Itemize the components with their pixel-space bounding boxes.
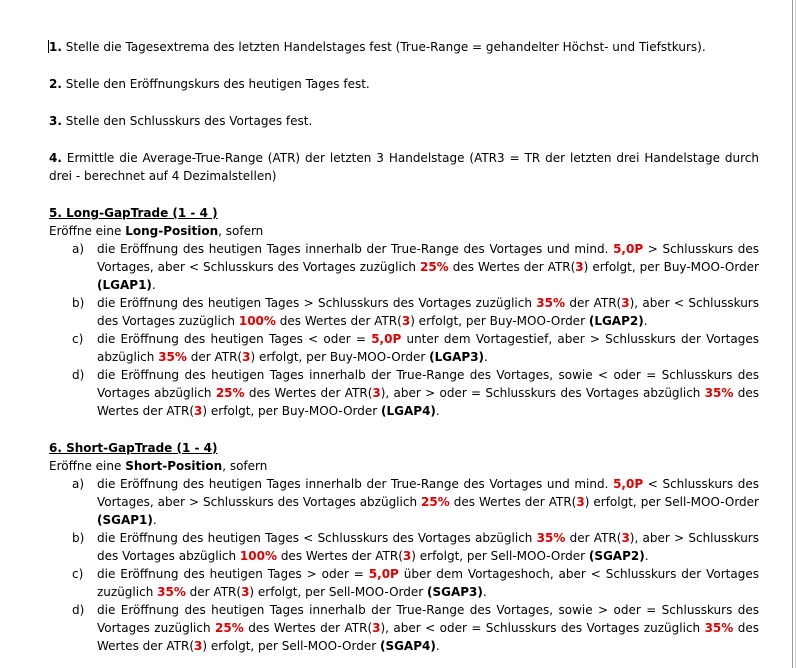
highlight-value: 100% [239,549,277,563]
highlight-value: 3 [621,296,630,310]
highlight-value: 5,0P [371,332,402,346]
condition-text: ) erfolgt, per Buy-MOO-Order [202,404,382,418]
long-gap-conditions [49,240,759,420]
step-number: 3. [49,114,62,128]
highlight-value: 25% [421,495,450,509]
step-number: 4. [49,151,62,165]
step-text: Ermittle die Average-True-Range (ATR) der letzten 3 Handelstage (ATR3 = TR der letzten drei Handelstage durch drei - berechnet auf 4 Dezimalstellen) [49,151,759,183]
order-code: (LGAP4) [381,404,436,418]
condition-text: ) erfolgt, per Buy-MOO-Order [583,260,759,274]
condition-text: die Eröffnung des heutigen Tages > oder = [97,567,369,581]
condition-text: des Wertes der ATR( [97,621,759,653]
highlight-value: 3 [402,549,412,563]
condition-text: ), aber < oder = Schlusskurs des Vortages zuzüglich [380,621,705,635]
highlight-value: 3 [621,531,630,545]
highlight-value: 3 [372,621,381,635]
condition-text: . [152,513,157,527]
condition-text: des Wertes der ATR( [243,621,373,635]
condition-text: die Eröffnung des heutigen Tages innerhalb der True-Range des Vortages, sowie > oder = Schlusskurs des Vortages zuzüglich [97,603,759,635]
condition-text: > Schlusskurs des Vortages, aber < Schlusskurs des Vortages zuzüglich [97,242,759,274]
highlight-value: 5,0P [613,477,644,491]
condition-text: des Wertes der ATR( [275,314,402,328]
condition-text: die Eröffnung des heutigen Tages innerhalb der True-Range des Vortages und mind. [97,242,614,256]
order-code: (SGAP3) [427,585,483,599]
step-3 [49,112,759,130]
highlight-value: 5,0P [613,242,644,256]
list-marker: c) [72,567,84,581]
long-condition-a [49,240,759,294]
order-code: (LGAP2) [588,314,644,328]
long-condition-c [49,330,759,366]
condition-text: des Wertes der ATR( [448,260,576,274]
short-gap-section [49,439,759,655]
condition-text: des Wertes der ATR( [244,386,373,400]
highlight-value: 35% [536,531,566,545]
long-condition-b [49,294,759,330]
list-marker: a) [72,242,85,256]
condition-text: . [435,639,440,653]
order-code: (LGAP3) [429,350,485,364]
condition-text: . [644,549,649,563]
order-code: (SGAP2) [588,549,645,563]
short-gap-intro: Eröffne eine Short-Position, sofern [49,459,268,473]
highlight-value: 35% [704,621,734,635]
step-number: 1. [49,40,62,54]
condition-text: . [151,278,156,292]
highlight-value: 3 [242,350,251,364]
step-1 [49,38,759,56]
condition-text: ) erfolgt, per Buy-MOO-Order [410,314,589,328]
highlight-value: 35% [704,386,734,400]
condition-text: die Eröffnung des heutigen Tages > Schlusskurs des Vortages zuzüglich [97,296,537,310]
condition-text: der ATR( [185,585,242,599]
long-condition-d [49,366,759,420]
short-condition-c [49,565,759,601]
condition-text: über dem Vortageshoch, aber < Schlusskurs der Vortages zuzüglich [97,567,759,599]
condition-text: ) erfolgt, per Buy-MOO-Order [250,350,430,364]
condition-text: . [643,314,648,328]
list-marker: d) [72,368,85,382]
condition-text: ), aber > Schlusskurs des Vortages abzüglich [97,531,759,563]
long-gap-intro: Eröffne eine Long-Position, sofern [49,224,264,238]
condition-text: ) erfolgt, per Sell-MOO-Order [584,495,759,509]
highlight-value: 25% [215,386,245,400]
highlight-value: 35% [536,296,566,310]
step-number: 2. [49,77,62,91]
condition-text: der ATR( [186,350,243,364]
long-gap-heading: 5. Long-GapTrade (1 - 4 ) [49,206,218,220]
condition-text: der ATR( [565,296,622,310]
highlight-value: 5,0P [368,567,399,581]
short-condition-a [49,475,759,529]
highlight-value: 3 [575,260,584,274]
highlight-value: 35% [157,585,186,599]
condition-text: . [435,404,440,418]
step-4 [49,149,759,185]
highlight-value: 3 [194,404,203,418]
condition-text: des Wertes der ATR( [277,549,403,563]
highlight-value: 3 [241,585,250,599]
step-text: Stelle die Tagesextrema des letzten Handelstages fest (True-Range = gehandelter Höchst- und Tiefstkurs). [65,40,706,54]
highlight-value: 25% [215,621,244,635]
condition-text: unter dem Vortagestief, aber > Schlusskurs der Vortages abzüglich [97,332,759,364]
step-text: Stelle den Schlusskurs des Vortages fest. [65,114,313,128]
highlight-value: 25% [419,260,449,274]
highlight-value: 3 [194,639,203,653]
condition-text: die Eröffnung des heutigen Tages < oder = [97,332,372,346]
condition-text: die Eröffnung des heutigen Tages innerhalb der True-Range des Vortages, sowie < oder = Schlusskurs des Vortages abzüglich [97,368,759,400]
order-code: (SGAP1) [97,513,153,527]
list-marker: b) [72,296,85,310]
highlight-value: 3 [372,386,381,400]
highlight-value: 100% [238,314,276,328]
condition-text: ), aber < Schlusskurs des Vortages zuzüglich [97,296,759,328]
highlight-value: 3 [401,314,411,328]
document-body[interactable] [49,38,759,668]
step-text: Stelle den Eröffnungskurs des heutigen Tages fest. [65,77,370,91]
order-code: (LGAP1) [97,278,152,292]
long-gap-section [49,204,759,420]
list-marker: c) [72,332,84,346]
condition-text: . [484,350,488,364]
short-gap-heading: 6. Short-GapTrade (1 - 4) [49,441,218,455]
step-2 [49,75,759,93]
condition-text: ), aber > oder = Schlusskurs des Vortages abzüglich [380,386,705,400]
condition-text: . [482,585,487,599]
order-code: (SGAP4) [379,639,436,653]
condition-text: die Eröffnung des heutigen Tages innerhalb der True-Range des Vortages und mind. [97,477,614,491]
condition-text: die Eröffnung des heutigen Tages < Schlusskurs des Vortages abzüglich [97,531,537,545]
page-border [792,0,793,668]
condition-text: der ATR( [565,531,622,545]
short-gap-conditions [49,475,759,655]
condition-text: des Wertes der ATR( [449,495,577,509]
condition-text: ) erfolgt, per Sell-MOO-Order [249,585,427,599]
list-marker: a) [72,477,85,491]
condition-text: ) erfolgt, per Sell-MOO-Order [202,639,380,653]
highlight-value: 35% [158,350,187,364]
short-condition-b [49,529,759,565]
condition-text: des Wertes der ATR( [97,386,759,418]
condition-text: < Schlusskurs des Vortages, aber > Schlusskurs des Vortages abzüglich [97,477,759,509]
condition-text: ) erfolgt, per Sell-MOO-Order [411,549,589,563]
window-scrollbar-edge [795,0,796,668]
list-marker: b) [72,531,85,545]
highlight-value: 3 [576,495,585,509]
list-marker: d) [72,603,85,617]
short-condition-d [49,601,759,655]
